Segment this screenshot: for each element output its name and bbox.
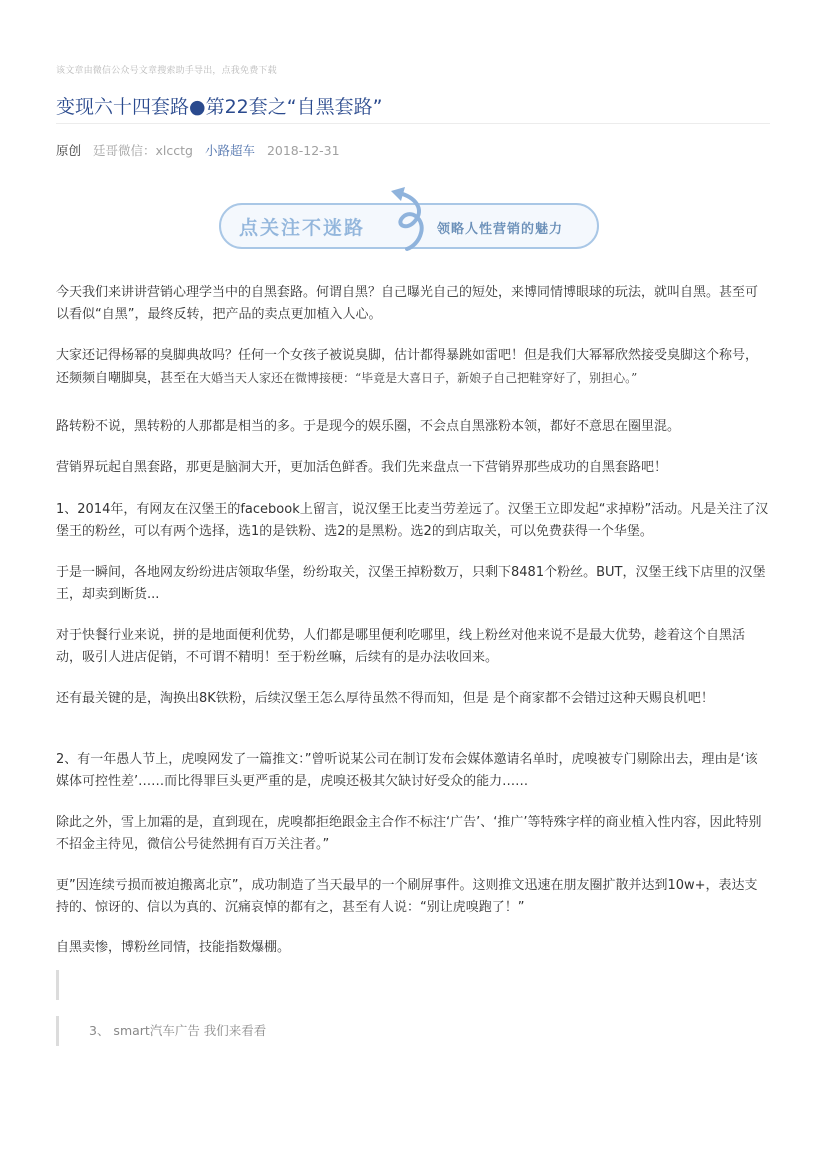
paragraph-3: 路转粉不说，黑转粉的人那都是相当的多。于是现今的娱乐圈，不会点自黑涨粉本领，都好不意思在圈里混。 — [56, 419, 681, 434]
paragraph-7: 对于快餐行业来说，拼的是地面便利优势，人们都是哪里便利吃哪里，线上粉丝对他来说不是最大优势，趁着这个自黑活动，吸引人进店促销，不可谓不精明！至于粉丝嘛，后续有的是办法收回来。 — [56, 628, 746, 665]
paragraph-1: 今天我们来讲讲营销心理学当中的自黑套路。何谓自黑？自己曝光自己的短处，来博同情博眼球的玩法，就叫自黑。甚至可以看似“自黑”，最终反转，把产品的卖点更加植入人心。 — [56, 285, 759, 322]
curl-arrow-icon — [385, 185, 437, 255]
paragraph-4: 营销界玩起自黑套路，那更是脑洞大开，更加活色鲜香。我们先来盘点一下营销界那些成功的自黑套路吧！ — [56, 460, 668, 475]
blockquote-smart-ad: 3、 smart汽车广告 我们来看看 — [56, 1016, 266, 1046]
export-note-link[interactable]: 该文章由微信公众号文章搜索助手导出，点我免费下载 — [56, 66, 277, 76]
follow-banner-image — [219, 203, 599, 249]
paragraph-2-quote: 大婚当天人家还在微博接梗：“毕竟是大喜日子，新娘子自己把鞋穿好了，别担心。” — [199, 371, 638, 385]
paragraph-2 — [56, 345, 770, 390]
title-divider — [56, 123, 770, 124]
banner-follow-text: 点关注不迷路 — [239, 217, 366, 239]
paragraph-10: 除此之外，雪上加霜的是，直到现在，虎嗅都拒绝跟金主合作不标注‘广告’、‘推广’等特殊字样的商业植入性内容，因此特别不招金主待见，微信公号徒然拥有百万关注者。” — [56, 815, 762, 852]
empty-blockquote — [56, 970, 59, 1000]
publish-date: 2018-12-31 — [266, 143, 340, 158]
paragraph-5: 1、2014年，有网友在汉堡王的facebook上留言，说汉堡王比麦当劳差远了。汉堡王立即发起“求掉粉”活动。凡是关注了汉堡王的粉丝，可以有两个选择，选1的是铁粉、选2的是黑粉。选2的到店取关，可以免费获得一个华堡。 — [56, 502, 769, 539]
paragraph-12: 自黑卖惨，博粉丝同情，技能指数爆棚。 — [56, 940, 291, 955]
paragraph-9: 2、有一年愚人节上，虎嗅网发了一篇推文：”曾听说某公司在制订发布会媒体邀请名单时，虎嗅被专门剔除出去，理由是‘该媒体可控性差’……而比得罪巨头更严重的是，虎嗅还极其欠缺讨好受众的能力…… — [56, 752, 758, 789]
original-badge: 原创 — [56, 143, 82, 158]
paragraph-6: 于是一瞬间，各地网友纷纷进店领取华堡，纷纷取关，汉堡王掉粉数万，只剩下8481个粉丝。BUT，汉堡王线下店里的汉堡王，却卖到断货... — [56, 565, 766, 602]
banner-slogan-text: 领略人性营销的魅力 — [437, 222, 564, 237]
paragraph-2-main: 大家还记得杨幂的臭脚典故吗？任何一个女孩子被说臭脚，估计都得暴跳如雷吧！但是我们大幂幂欣然接受臭脚这个称号，还频频自嘲脚臭，甚至在 — [56, 348, 759, 386]
article-title: 变现六十四套路●第22套之“自黑套路” — [56, 96, 383, 118]
paragraph-8: 还有最关键的是，淘换出8K铁粉，后续汉堡王怎么厚待虽然不得而知，但是 是个商家都不会错过这种天赐良机吧！ — [56, 691, 714, 706]
paragraph-11: 更”因连续亏损而被迫搬离北京”，成功制造了当天最早的一个刷屏事件。这则推文迅速在朋友圈扩散并达到10w+，表达支持的、惊讶的、信以为真的、沉痛哀悼的都有之，甚至有人说：“别让虎嗅跑了！” — [56, 878, 758, 915]
article-meta — [56, 141, 348, 159]
account-link[interactable]: 小路超车 — [204, 143, 255, 158]
author-label: 廷哥微信：xlcctg — [93, 143, 193, 158]
